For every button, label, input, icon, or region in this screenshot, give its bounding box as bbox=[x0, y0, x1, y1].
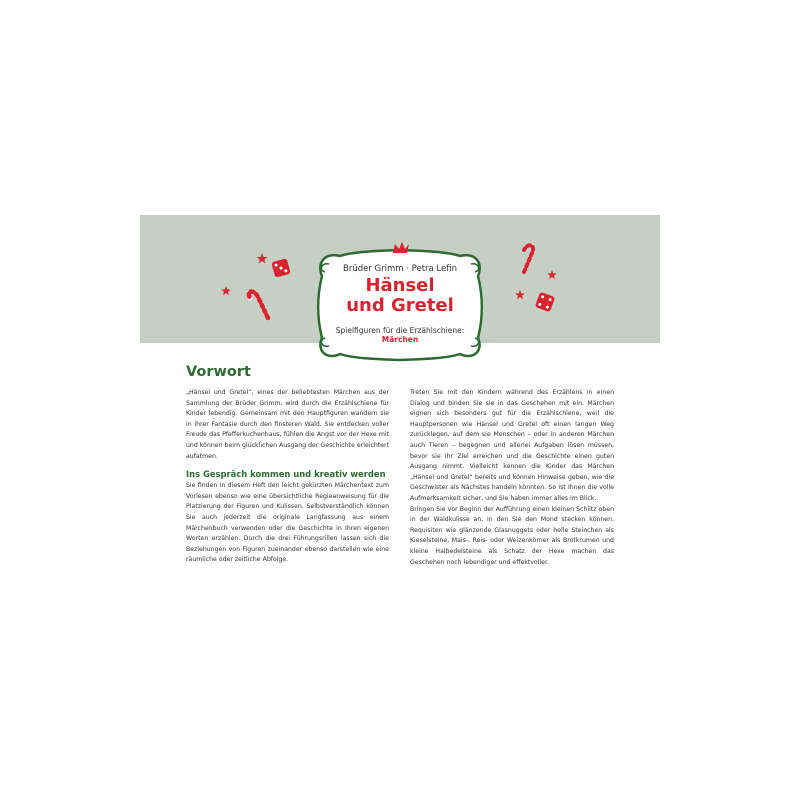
subtitle: Spielfiguren für die Erzählschiene: bbox=[335, 326, 465, 335]
crown-icon bbox=[393, 242, 409, 253]
text-column-left bbox=[186, 388, 389, 566]
authors: Brüder Grimm · Petra Lefin bbox=[343, 264, 457, 274]
paragraph: Sie finden in diesem Heft den leicht gekürzten Märchentext zum Vorlesen ebenso wie eine übersichtliche Regieanweisung für die Platzierung der Figuren und Kulissen. Selbstverständlich können Sie auch jederzeit die originale Langfassung aus einem Märchenbuch verwenden oder die Geschichte in Ihren eigenen Worten erzählen. Durch die drei Führungsrillen lassen sich die Beziehungen von Figuren zueinander ebenso darstellen wie eine räumliche oder zeitliche Abfolge. bbox=[186, 482, 389, 564]
book-title bbox=[316, 276, 484, 316]
star-icon bbox=[547, 270, 557, 279]
section-heading: Vorwort bbox=[186, 364, 251, 380]
star-icon bbox=[515, 290, 525, 299]
subheading: Ins Gespräch kommen und kreativ werden bbox=[186, 469, 386, 480]
title-line-2: und Gretel bbox=[346, 295, 454, 316]
intro-paragraph: „Hänsel und Gretel“, eines der beliebtesten Märchen aus der Sammlung der Brüder Grimm, wird durch die Erzählschiene für Kinder lebendig. Gemeinsam mit den Hauptfiguren wandern sie in ihrer Fantasie durch den finsteren Wald. Sie entdecken voller Freude das Pfefferkuchenhaus, fühlen die Angst vor der Hexe mit und können beim glücklichen Ausgang der Geschichte erleichtert aufatmen. bbox=[186, 389, 389, 460]
dice-icon bbox=[271, 258, 291, 278]
candy-cane-icon bbox=[249, 291, 268, 318]
candy-cane-icon bbox=[524, 245, 533, 272]
text-column-right bbox=[410, 388, 614, 568]
star-icon bbox=[221, 286, 231, 295]
paragraph: Bringen Sie vor Beginn der Aufführung einen kleinen Schlitz oben in der Waldkulisse an, in den Sie den Mond stecken können. Requisiten wie glänzende Glasnuggets oder helle Steinchen als Kieselsteine, Mais-, Reis- oder Weizenkörner als Brotkrumen und kleine Halbedelsteine als Schatz der Hexe machen das Geschehen noch lebendiger und effektvoller. bbox=[410, 505, 614, 566]
paragraph: Treten Sie mit den Kindern während des Erzählens in einen Dialog und binden Sie sie in das Geschehen mit ein. Märchen eignen sich besonders gut für die Erzählschiene, weil die Hauptpersonen wie Hänsel und Gretel oft einen langen Weg zurücklegen, auf dem sie Menschen – oder in anderen Märchen auch Tieren – begegnen und allerlei Aufgaben lösen müssen, bevor sie ihr Ziel erreichen und die Geschichte einen guten Ausgang nimmt. Vielleicht kennen die Kinder das Märchen „Hänsel und Gretel“ bereits und können Hinweise geben, wie die Geschwister als Nächstes handeln könnten. So ist Ihnen die volle Aufmerksamkeit sicher, und Sie haben immer alles im Blick. bbox=[410, 389, 614, 502]
title-line-1: Hänsel bbox=[365, 275, 435, 296]
series-name: Märchen bbox=[381, 335, 419, 344]
dice-icon bbox=[535, 292, 556, 313]
star-icon bbox=[257, 253, 268, 264]
